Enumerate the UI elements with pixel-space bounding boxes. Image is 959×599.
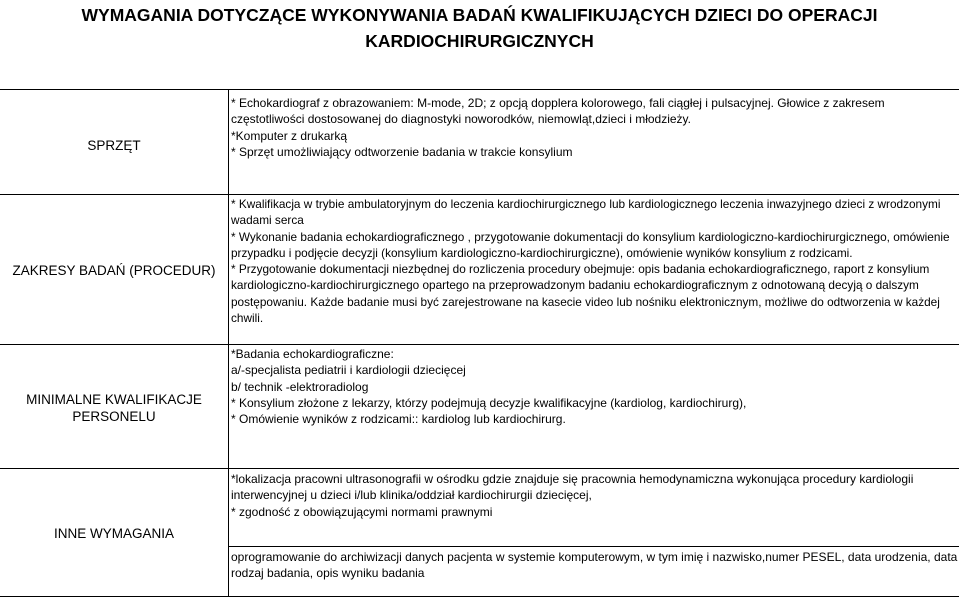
kwalifikacje-label: [2, 391, 226, 425]
row-divider-3: [0, 468, 959, 469]
sprzet-line: częstotliwości dostosowanej do diagnostyki noworodków, niemowląt,dzieci i młodzieży.: [231, 112, 691, 127]
kwalifikacje-label-line-1: MINIMALNE KWALIFIKACJE: [26, 392, 202, 407]
zakresy-line: przypadku i podjęcie decyzji (konsylium kardiologiczno-kardiochirurgiczne), omówienie wyników konsylium z rodzicami.: [231, 245, 853, 260]
kwalifikacje-content: [231, 346, 958, 427]
title-line-1: WYMAGANIA DOTYCZĄCE WYKONYWANIA BADAŃ KWALIFIKUJĄCYCH DZIECI DO OPERACJI: [81, 5, 878, 25]
title-line-2: KARDIOCHIRURGICZNYCH: [365, 31, 594, 51]
inne-label: INNE WYMAGANIA: [53, 526, 174, 541]
zakresy-line: * Przygotowanie dokumentacji niezbędnej do rozliczenia procedury obejmuje: opis badania echokardiograficznego, raport z konsylium: [231, 262, 930, 277]
kwalifikacje-line: * Konsylium złożone z lekarzy, którzy podejmują decyzje kwalifikacyjne (kardiolog, kardiochirurg),: [231, 395, 747, 410]
sprzet-line: * Sprzęt umożliwiający odtworzenie badania w trakcie konsylium: [231, 144, 573, 159]
zakresy-line: * Wykonanie badania echokardiograficznego , przygotowanie dokumentacji do konsylium kardiologiczno-kardiochirurgicznego, omówienie: [231, 229, 950, 244]
inner-divider: [228, 546, 959, 547]
inne-line: interwencyjnej u dzieci i/lub klinika/oddział kardiochirurgii dziecięcej,: [231, 488, 592, 503]
row-divider-top: [0, 89, 959, 90]
inne-line: oprogramowanie do archiwizacji danych pacjenta w systemie komputerowym, w tym imię i nazwisko,numer PESEL, data urodzenia, data: [231, 550, 958, 564]
row-divider-2: [0, 344, 959, 345]
zakresy-line: postępowaniu. Każde badanie musi być zarejestrowane na kasecie video lub nośniku elektronicznym, możliwe do odtworzenia w każdej: [231, 294, 940, 309]
inne-content-top: [231, 471, 958, 520]
inne-line: *lokalizacja pracowni ultrasonografii w ośrodku gdzie znajduje się pracownia hemodynamiczna wykonująca procedury kardiologii: [231, 472, 914, 486]
inne-line: * zgodność z obowiązującymi normami prawnymi: [231, 504, 493, 519]
kwalifikacje-line: b/ technik -elektroradiolog: [231, 379, 369, 394]
row-divider-bottom: [0, 596, 959, 597]
sprzet-content: [231, 95, 958, 160]
zakresy-line: kardiologiczno-kardiochirurgicznego opartego na przeprowadzonym badaniu echokardiograficznym z odnotowaną decyją o dalszym: [231, 278, 919, 293]
sprzet-line: * Echokardiograf z obrazowaniem: M-mode, 2D; z opcją dopplera kolorowego, fali ciągłej i pulsacyjnej. Głowice z zakresem: [231, 96, 885, 110]
zakresy-line: chwili.: [231, 311, 264, 326]
zakresy-content: [231, 196, 958, 326]
kwalifikacje-line: * Omówienie wyników z rodzicami:: kardiolog lub kardiochirurg.: [231, 412, 566, 427]
row-divider-1: [0, 194, 959, 195]
inne-line: rodzaj badania, opis wyniku badania: [231, 566, 425, 581]
document-title: [0, 4, 959, 52]
zakresy-line: wadami serca: [231, 213, 304, 228]
sprzet-line: *Komputer z drukarką: [231, 128, 348, 143]
kwalifikacje-label-line-2: PERSONELU: [72, 409, 156, 424]
zakresy-line: * Kwalifikacja w trybie ambulatoryjnym do leczenia kardiochirurgicznego lub kardiologicznego leczenia inwazyjnego dzieci z wrodzonymi: [231, 197, 941, 211]
sprzet-label: SPRZĘT: [87, 138, 141, 153]
zakresy-label: ZAKRESY BADAŃ (PROCEDUR): [12, 263, 216, 278]
kwalifikacje-line: *Badania echokardiograficzne:: [231, 347, 394, 361]
inne-content-bottom: [231, 549, 958, 582]
kwalifikacje-line: a/-specjalista pediatrii i kardiologii dziecięcej: [231, 363, 466, 378]
column-divider: [228, 89, 229, 597]
